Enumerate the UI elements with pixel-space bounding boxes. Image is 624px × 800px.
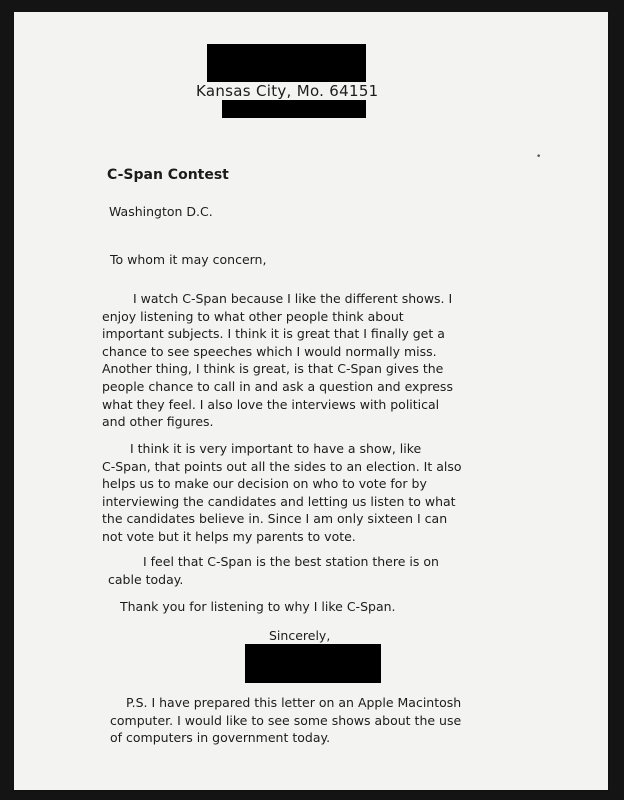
paragraph-line: I watch C-Span because I like the different shows. I <box>133 291 453 306</box>
paragraph-line: enjoy listening to what other people think about <box>102 308 404 324</box>
paragraph-line: and other figures. <box>102 414 214 430</box>
paragraph-line: C-Span, that points out all the sides to an election. It also <box>102 458 462 474</box>
salutation: To whom it may concern, <box>110 252 267 267</box>
redacted-signature-block <box>245 644 381 683</box>
closing: Sincerely, <box>269 628 331 643</box>
letter-heading: C-Span Contest <box>107 167 229 183</box>
paragraph-3 <box>108 553 439 588</box>
paragraph-line: I feel that C-Span is the best station there is on <box>143 554 439 569</box>
paragraph-line: not vote but it helps my parents to vote. <box>102 528 356 544</box>
paragraph-1 <box>102 290 453 431</box>
thanks-line: Thank you for listening to why I like C-Span. <box>120 599 396 614</box>
paragraph-line: helps us to make our decision on who to vote for by <box>102 476 427 492</box>
paragraph-line: what they feel. I also love the interviews with political <box>102 396 440 412</box>
address-city: Kansas City, Mo. 64151 <box>196 82 379 100</box>
redacted-name-block <box>207 44 366 82</box>
recipient-city: Washington D.C. <box>109 204 213 219</box>
paper-mark: • <box>536 152 542 162</box>
paragraph-2 <box>102 440 462 546</box>
paragraph-line: I think it is very important to have a show, like <box>130 441 422 456</box>
paragraph-line: interviewing the candidates and letting us listen to what <box>102 493 456 509</box>
postscript-line: of computers in government today. <box>110 730 331 746</box>
paragraph-line: Another thing, I think is great, is that C-Span gives the <box>102 361 444 377</box>
paragraph-line: cable today. <box>108 571 184 587</box>
paragraph-line: chance to see speeches which I would normally miss. <box>102 343 437 359</box>
postscript <box>110 694 461 747</box>
redacted-street-block <box>222 100 366 118</box>
paragraph-line: people chance to call in and ask a question and express <box>102 378 453 394</box>
paragraph-line: important subjects. I think it is great that I finally get a <box>102 326 445 342</box>
paragraph-line: the candidates believe in. Since I am only sixteen I can <box>102 511 448 527</box>
letter-page <box>14 12 608 790</box>
postscript-line: computer. I would like to see some shows about the use <box>110 712 462 728</box>
postscript-line: P.S. I have prepared this letter on an Apple Macintosh <box>126 695 462 710</box>
